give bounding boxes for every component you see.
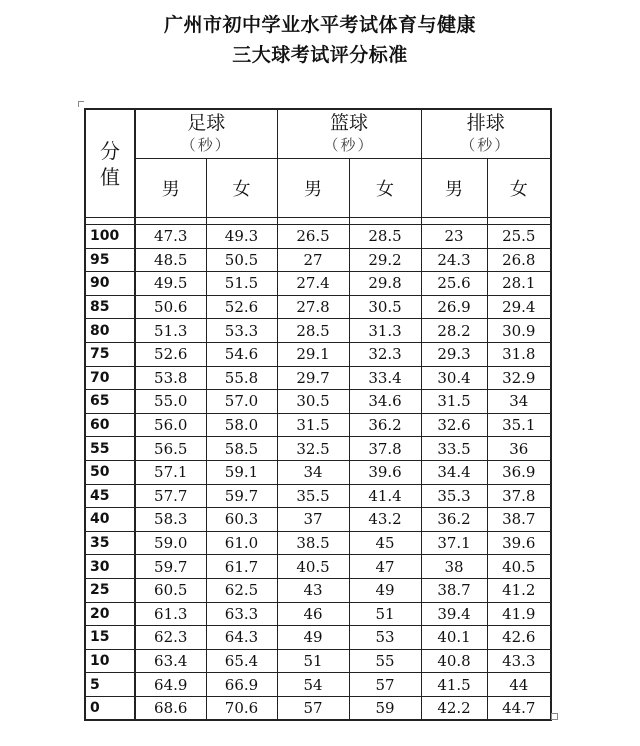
score-column-header [85,109,135,218]
time-cell: 63.3 [206,602,277,626]
gender-header: 男 [277,159,349,218]
time-cell: 57 [349,673,421,697]
score-cell: 65 [85,390,135,414]
time-cell: 44 [487,673,551,697]
time-cell: 37.1 [421,531,487,555]
sport-unit: （秒） [460,136,512,154]
table-row [85,508,551,532]
time-cell: 52.6 [206,295,277,319]
time-cell: 42.2 [421,696,487,720]
gap-cell [135,218,206,225]
time-cell: 58.3 [135,508,206,532]
gap-cell [421,218,487,225]
score-header-char-1: 分 [100,138,120,163]
time-cell: 30.9 [487,319,551,343]
time-cell: 29.2 [349,248,421,272]
time-cell: 57.7 [135,484,206,508]
gap-cell [487,218,551,225]
time-cell: 59.0 [135,531,206,555]
time-cell: 60.5 [135,578,206,602]
score-cell: 100 [85,225,135,249]
time-cell: 37.8 [487,484,551,508]
time-cell: 51 [277,649,349,673]
time-cell: 35.5 [277,484,349,508]
time-cell: 59 [349,696,421,720]
table-row [85,578,551,602]
table-header [85,109,551,225]
time-cell: 38.7 [487,508,551,532]
sport-unit: （秒） [180,136,232,154]
time-cell: 41.2 [487,578,551,602]
score-cell: 85 [85,295,135,319]
time-cell: 58.5 [206,437,277,461]
sport-unit: （秒） [323,136,375,154]
table-row [85,555,551,579]
time-cell: 62.5 [206,578,277,602]
time-cell: 55.0 [135,390,206,414]
time-cell: 37 [277,508,349,532]
table-row [85,602,551,626]
table-body [85,225,551,721]
time-cell: 31.3 [349,319,421,343]
table-row [85,390,551,414]
sport-header-football [135,109,277,159]
time-cell: 28.5 [349,225,421,249]
sport-name: 排球 [466,112,505,134]
time-cell: 50.5 [206,248,277,272]
time-cell: 35.1 [487,413,551,437]
time-cell: 34 [277,460,349,484]
gap-cell [277,218,349,225]
time-cell: 43.3 [487,649,551,673]
gender-header: 男 [421,159,487,218]
time-cell: 68.6 [135,696,206,720]
score-cell: 90 [85,272,135,296]
sport-name: 足球 [187,112,226,134]
time-cell: 26.8 [487,248,551,272]
score-cell: 10 [85,649,135,673]
time-cell: 24.3 [421,248,487,272]
time-cell: 63.4 [135,649,206,673]
time-cell: 53.3 [206,319,277,343]
time-cell: 40.5 [487,555,551,579]
score-header-char-2: 值 [100,164,120,189]
time-cell: 30.5 [277,390,349,414]
time-cell: 36.9 [487,460,551,484]
score-cell: 30 [85,555,135,579]
time-cell: 43.2 [349,508,421,532]
time-cell: 49 [349,578,421,602]
time-cell: 51.5 [206,272,277,296]
time-cell: 38.5 [277,531,349,555]
time-cell: 35.3 [421,484,487,508]
time-cell: 56.5 [135,437,206,461]
time-cell: 27 [277,248,349,272]
time-cell: 41.9 [487,602,551,626]
time-cell: 31.5 [421,390,487,414]
gender-header: 女 [206,159,277,218]
score-cell: 45 [85,484,135,508]
table-row [85,531,551,555]
table-row [85,225,551,249]
time-cell: 56.0 [135,413,206,437]
time-cell: 54 [277,673,349,697]
sport-header-basketball [277,109,421,159]
time-cell: 40.1 [421,626,487,650]
time-cell: 32.5 [277,437,349,461]
time-cell: 41.5 [421,673,487,697]
table-row [85,413,551,437]
time-cell: 30.4 [421,366,487,390]
score-cell: 35 [85,531,135,555]
time-cell: 55 [349,649,421,673]
time-cell: 40.8 [421,649,487,673]
time-cell: 38.7 [421,578,487,602]
table-row [85,437,551,461]
time-cell: 47.3 [135,225,206,249]
table-row [85,342,551,366]
time-cell: 61.7 [206,555,277,579]
gap-cell [206,218,277,225]
score-cell: 15 [85,626,135,650]
time-cell: 29.3 [421,342,487,366]
time-cell: 36.2 [421,508,487,532]
time-cell: 33.4 [349,366,421,390]
table-row [85,649,551,673]
time-cell: 48.5 [135,248,206,272]
time-cell: 34 [487,390,551,414]
time-cell: 34.4 [421,460,487,484]
time-cell: 53.8 [135,366,206,390]
sport-name: 篮球 [330,112,369,134]
table-row [85,248,551,272]
time-cell: 31.5 [277,413,349,437]
time-cell: 33.5 [421,437,487,461]
sport-header-volleyball [421,109,551,159]
table-row [85,673,551,697]
gender-header: 女 [487,159,551,218]
table-end-mark [551,713,558,720]
time-cell: 43 [277,578,349,602]
time-cell: 59.7 [135,555,206,579]
table-row [85,366,551,390]
gap-cell [349,218,421,225]
score-cell: 55 [85,437,135,461]
time-cell: 23 [421,225,487,249]
time-cell: 61.3 [135,602,206,626]
time-cell: 26.5 [277,225,349,249]
time-cell: 36 [487,437,551,461]
time-cell: 61.0 [206,531,277,555]
score-cell: 75 [85,342,135,366]
time-cell: 49.5 [135,272,206,296]
time-cell: 26.9 [421,295,487,319]
table-anchor-mark [78,101,84,107]
time-cell: 42.6 [487,626,551,650]
table-row [85,319,551,343]
time-cell: 25.5 [487,225,551,249]
gender-header: 男 [135,159,206,218]
score-table-container [84,108,552,721]
document-subtitle: 三大球考试评分标准 [232,44,408,66]
time-cell: 51.3 [135,319,206,343]
time-cell: 52.6 [135,342,206,366]
time-cell: 39.6 [349,460,421,484]
time-cell: 36.2 [349,413,421,437]
time-cell: 70.6 [206,696,277,720]
time-cell: 49.3 [206,225,277,249]
time-cell: 64.3 [206,626,277,650]
score-cell: 0 [85,696,135,720]
score-cell: 60 [85,413,135,437]
time-cell: 34.6 [349,390,421,414]
time-cell: 32.9 [487,366,551,390]
header-gap-row [85,218,551,225]
table-row [85,460,551,484]
time-cell: 57 [277,696,349,720]
time-cell: 41.4 [349,484,421,508]
time-cell: 32.3 [349,342,421,366]
time-cell: 40.5 [277,555,349,579]
time-cell: 25.6 [421,272,487,296]
time-cell: 30.5 [349,295,421,319]
time-cell: 29.1 [277,342,349,366]
time-cell: 29.8 [349,272,421,296]
time-cell: 54.6 [206,342,277,366]
time-cell: 37.8 [349,437,421,461]
time-cell: 27.8 [277,295,349,319]
time-cell: 59.7 [206,484,277,508]
score-cell: 70 [85,366,135,390]
score-cell: 80 [85,319,135,343]
time-cell: 32.6 [421,413,487,437]
time-cell: 29.4 [487,295,551,319]
time-cell: 38 [421,555,487,579]
gender-header: 女 [349,159,421,218]
time-cell: 28.2 [421,319,487,343]
time-cell: 53 [349,626,421,650]
gap-cell [85,218,135,225]
time-cell: 45 [349,531,421,555]
table-row [85,696,551,720]
time-cell: 27.4 [277,272,349,296]
time-cell: 44.7 [487,696,551,720]
score-cell: 40 [85,508,135,532]
table-row [85,295,551,319]
score-cell: 25 [85,578,135,602]
time-cell: 47 [349,555,421,579]
time-cell: 65.4 [206,649,277,673]
time-cell: 62.3 [135,626,206,650]
time-cell: 31.8 [487,342,551,366]
time-cell: 64.9 [135,673,206,697]
time-cell: 59.1 [206,460,277,484]
time-cell: 29.7 [277,366,349,390]
score-cell: 50 [85,460,135,484]
time-cell: 58.0 [206,413,277,437]
time-cell: 28.1 [487,272,551,296]
time-cell: 28.5 [277,319,349,343]
table-row [85,626,551,650]
score-cell: 20 [85,602,135,626]
table-row [85,272,551,296]
time-cell: 39.6 [487,531,551,555]
time-cell: 57.1 [135,460,206,484]
table-row [85,484,551,508]
time-cell: 49 [277,626,349,650]
time-cell: 66.9 [206,673,277,697]
document-title: 广州市初中学业水平考试体育与健康 [163,14,476,36]
time-cell: 60.3 [206,508,277,532]
score-cell: 95 [85,248,135,272]
time-cell: 46 [277,602,349,626]
time-cell: 55.8 [206,366,277,390]
time-cell: 50.6 [135,295,206,319]
time-cell: 57.0 [206,390,277,414]
time-cell: 39.4 [421,602,487,626]
score-table [84,108,552,721]
time-cell: 51 [349,602,421,626]
score-cell: 5 [85,673,135,697]
